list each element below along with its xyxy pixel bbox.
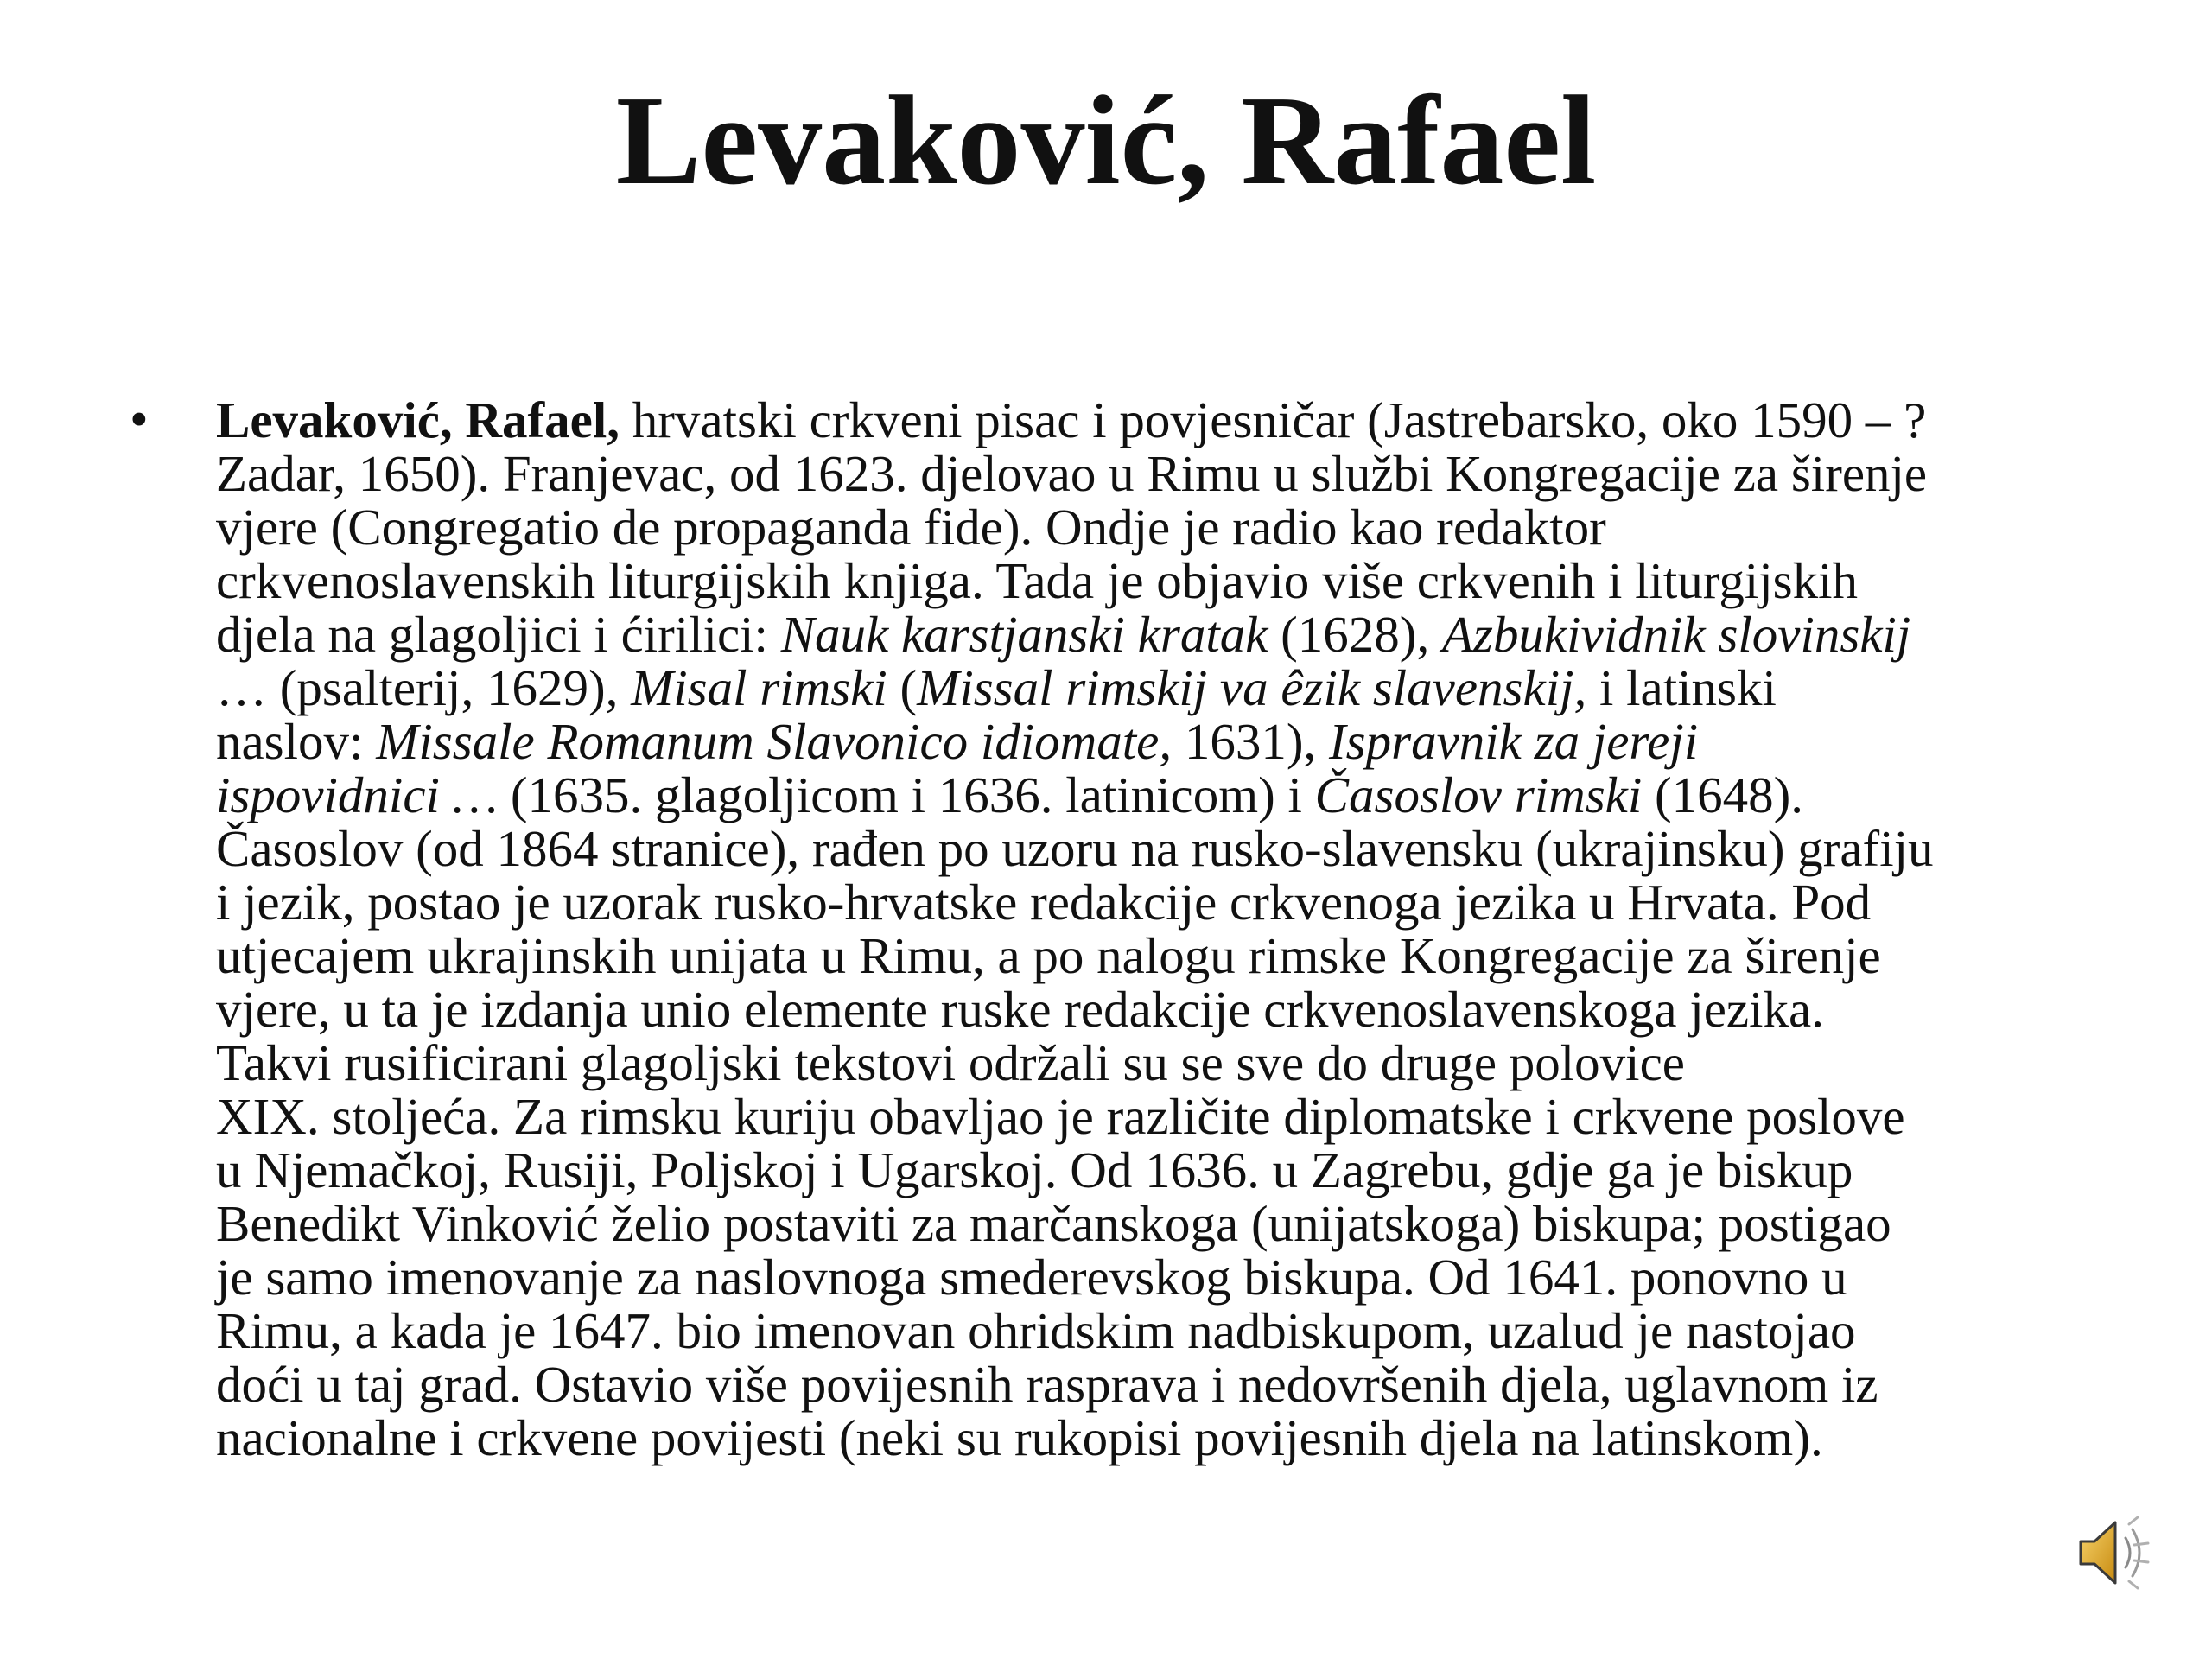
paragraph-line (216, 929, 2121, 982)
italic-title-text: Nauk karstjanski kratak (780, 606, 1268, 663)
paragraph-line (216, 393, 2121, 447)
paragraph-line (216, 1090, 2121, 1143)
text-segment: i latinski (1586, 659, 1777, 716)
text-segment: utjecajem ukrajinskih unijata u Rimu, a po nalogu rimske Kongregacije za širenje (216, 927, 1881, 984)
text-segment: nacionalne i crkvene povijesti (neki su rukopisi povijesnih djela na latinskom). (216, 1409, 1823, 1466)
text-segment: (1628), (1268, 606, 1442, 663)
italic-title-text: ispovidnici … (216, 766, 499, 823)
text-segment: Zadar, 1650). Franjevac, od 1623. djelovao u Rimu u službi Kongregacije za širenje (216, 445, 1928, 502)
paragraph-line (216, 822, 2121, 875)
italic-title-text: Ispravnik za jereji (1329, 713, 1699, 770)
paragraph-line (216, 500, 2121, 554)
text-segment: Takvi rusificirani glagoljski tekstovi održali su se sve do druge polovice (216, 1034, 1685, 1091)
paragraph-line (216, 554, 2121, 607)
paragraph-line (216, 1304, 2121, 1357)
slide-title: Levaković, Rafael (615, 70, 1597, 212)
text-segment: ( (887, 659, 918, 716)
text-segment: u Njemačkoj, Rusiji, Poljskoj i Ugarskoj. Od 1636. u Zagrebu, gdje ga je biskup (216, 1141, 1853, 1198)
paragraph-line (216, 1197, 2121, 1250)
paragraph-line (216, 607, 2121, 661)
bullet-paragraph (216, 393, 2121, 1465)
paragraph-line (216, 1250, 2121, 1304)
text-segment: naslov: (216, 713, 377, 770)
text-segment: Rimu, a kada je 1647. bio imenovan ohridskim nadbiskupom, uzalud je nastojao (216, 1302, 1856, 1359)
paragraph-line (216, 447, 2121, 500)
paragraph-line (216, 768, 2121, 822)
text-segment: doći u taj grad. Ostavio više povijesnih rasprava i nedovršenih djela, uglavnom iz (216, 1356, 1878, 1413)
text-segment: 1631), (1172, 713, 1330, 770)
text-segment: (1648). (1642, 766, 1804, 823)
paragraph-line (216, 715, 2121, 768)
text-segment: crkvenoslavenskih liturgijskih knjiga. Tada je objavio više crkvenih i liturgijskih (216, 552, 1858, 609)
italic-title-text: Missal rimskij va êzik slavenskij, (917, 659, 1587, 716)
bold-text: Levaković, Rafael, (216, 391, 620, 448)
paragraph-line (216, 1411, 2121, 1465)
text-segment: Časoslov (od 1864 stranice), rađen po uzoru na rusko-slavensku (ukrajinsku) grafiju (216, 820, 1934, 877)
text-segment: Benedikt Vinković želio postaviti za marčanskoga (unijatskoga) biskupa; postigao (216, 1195, 1891, 1252)
text-segment: hrvatski crkveni pisac i povjesničar (Jastrebarsko, oko 1590 – ? (620, 391, 1927, 448)
text-segment: je samo imenovanje za naslovnoga smederevskog biskupa. Od 1641. ponovno u (216, 1249, 1847, 1306)
text-segment: XIX. stoljeća. Za rimsku kuriju obavljao je različite diplomatske i crkvene poslove (216, 1088, 1905, 1145)
speaker-sound-icon[interactable] (2065, 1505, 2160, 1600)
text-segment: djela na glagoljici i ćirilici: (216, 606, 781, 663)
bullet-marker: • (130, 391, 149, 449)
text-segment: … (psalterij, 1629), (216, 659, 632, 716)
text-segment: i jezik, postao je uzorak rusko-hrvatske redakcije crkvenoga jezika u Hrvata. Pod (216, 874, 1872, 931)
paragraph-line (216, 1036, 2121, 1090)
italic-title-text: Azbukividnik slovinskij (1441, 606, 1911, 663)
italic-title-text: Časoslov rimski (1314, 766, 1643, 823)
text-segment: vjere, u ta je izdanja unio elemente ruske redakcije crkvenoslavenskoga jezika. (216, 981, 1824, 1038)
paragraph-line (216, 1357, 2121, 1411)
italic-title-text: Missale Romanum Slavonico idiomate, (376, 713, 1173, 770)
paragraph-line (216, 875, 2121, 929)
italic-title-text: Misal rimski (631, 659, 887, 716)
text-segment: vjere (Congregatio de propaganda fide). Ondje je radio kao redaktor (216, 499, 1606, 556)
text-segment: (1635. glagoljicom i 1636. latinicom) i (498, 766, 1315, 823)
paragraph-line (216, 661, 2121, 715)
paragraph-line (216, 1143, 2121, 1197)
paragraph-line (216, 982, 2121, 1036)
